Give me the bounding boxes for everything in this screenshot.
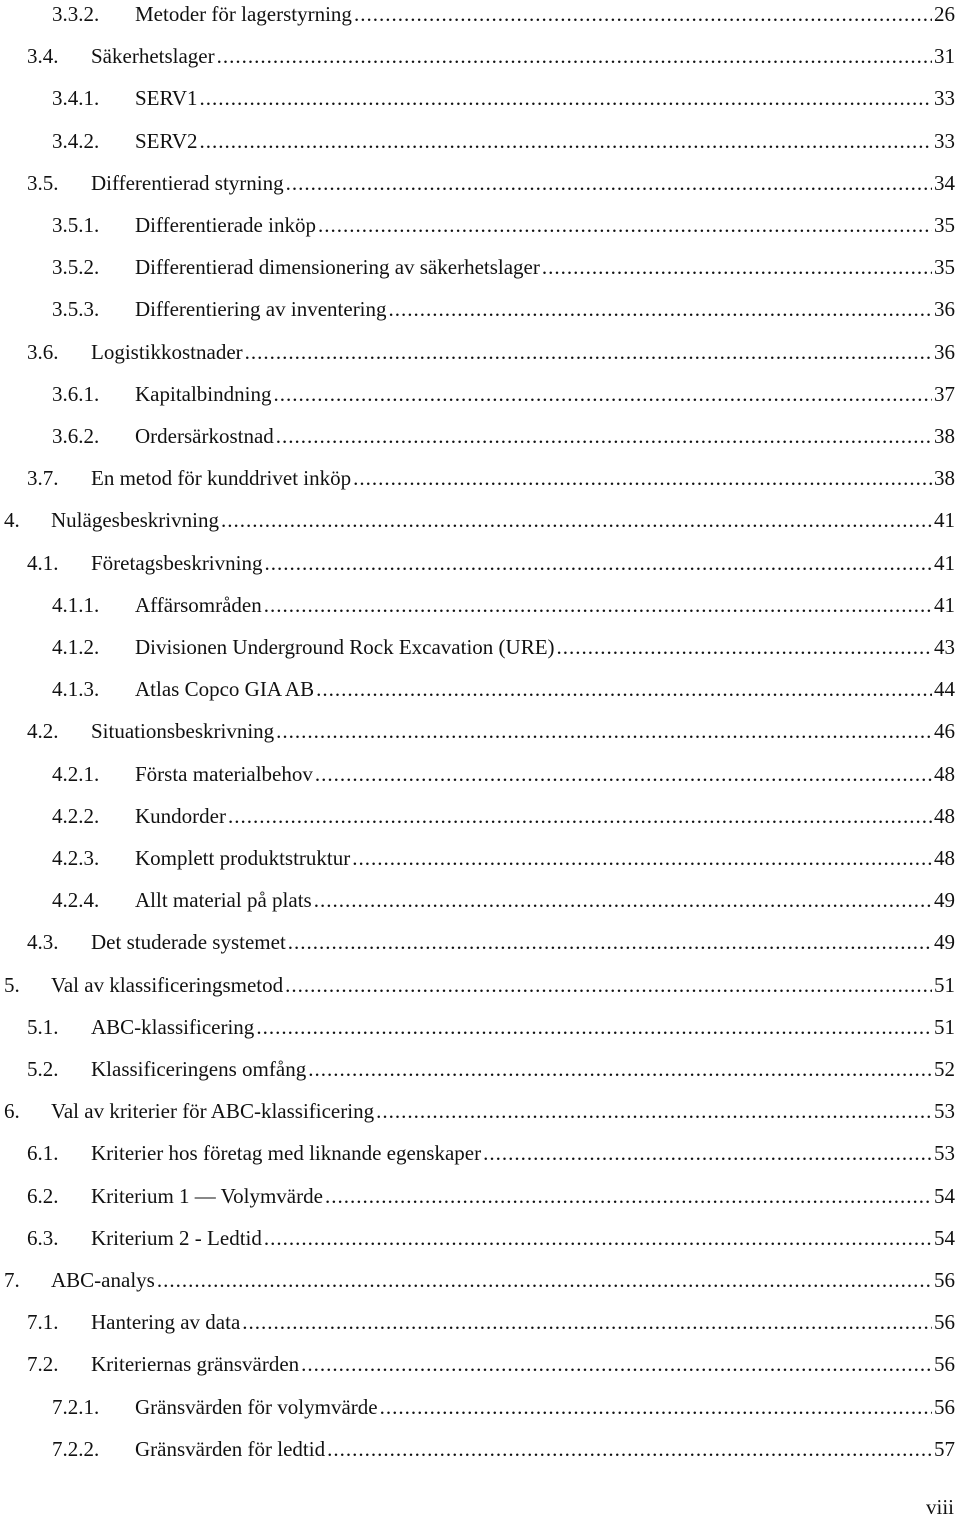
toc-entry-page: 53 [934,1141,955,1165]
toc-entry-number: 7.2.1. [52,1395,100,1419]
toc-entry-number: 3.6.2. [52,424,100,448]
toc-dot-leader [308,1054,932,1084]
toc-dot-leader [200,126,933,156]
toc-entry-page: 51 [934,1015,955,1039]
toc-entry[interactable] [52,885,955,915]
toc-dot-leader [285,970,932,1000]
toc-entry-page: 57 [934,1437,955,1461]
toc-entry-number: 3.4. [27,44,59,68]
toc-entry[interactable] [52,632,955,662]
toc-dot-leader [316,674,932,704]
toc-entry[interactable] [4,1265,955,1295]
toc-entry[interactable] [27,168,955,198]
toc-dot-leader [217,41,932,71]
toc-entry-number: 3.5. [27,171,59,195]
toc-entry-page: 41 [934,508,955,532]
toc-entry-page: 26 [934,2,955,26]
toc-entry[interactable] [52,1392,955,1422]
toc-dot-leader [221,505,932,535]
toc-dot-leader [264,1223,932,1253]
toc-entry-title: En metod för kunddrivet inköp [91,466,352,490]
toc-entry-number: 3.7. [27,466,59,490]
toc-entry-page: 51 [934,973,955,997]
toc-entry[interactable] [52,252,955,282]
toc-entry[interactable] [52,590,955,620]
toc-entry-number: 4.2.4. [52,888,100,912]
toc-entry-page: 44 [934,677,955,701]
toc-entry-page: 46 [934,719,955,743]
toc-entry[interactable] [27,1181,955,1211]
toc-entry-number: 4.3. [27,930,59,954]
toc-entry-page: 54 [934,1184,955,1208]
toc-entry-number: 3.4.2. [52,129,100,153]
toc-entry[interactable] [52,801,955,831]
toc-entry-title: Affärsområden [135,593,262,617]
toc-entry[interactable] [52,674,955,704]
toc-entry-number: 7. [4,1268,20,1292]
toc-dot-leader [376,1096,932,1126]
toc-entry-title: Differentierade inköp [135,213,316,237]
toc-dot-leader [273,379,932,409]
toc-entry-page: 48 [934,804,955,828]
toc-dot-leader [264,590,932,620]
toc-entry-title: Gränsvärden för volymvärde [135,1395,378,1419]
toc-entry-title: Metoder för lagerstyrning [135,2,352,26]
toc-entry-page: 38 [934,424,955,448]
toc-entry[interactable] [4,970,955,1000]
toc-entry-page: 52 [934,1057,955,1081]
toc-entry[interactable] [52,1434,955,1464]
toc-entry-number: 4.2.2. [52,804,100,828]
toc-entry-title: Val av klassificeringsmetod [51,973,284,997]
toc-dot-leader [288,927,932,957]
toc-entry-number: 3.3.2. [52,2,100,26]
toc-entry-page: 33 [934,129,955,153]
toc-entry-page: 53 [934,1099,955,1123]
toc-entry-number: 4.2.3. [52,846,100,870]
toc-entry[interactable] [52,379,955,409]
toc-entry[interactable] [27,1054,955,1084]
toc-entry-page: 49 [934,930,955,954]
toc-entry-page: 48 [934,846,955,870]
toc-dot-leader [200,83,933,113]
toc-entry[interactable] [52,843,955,873]
toc-entry[interactable] [52,0,955,29]
toc-entry-title: Atlas Copco GIA AB [135,677,315,701]
toc-entry-number: 4. [4,508,20,532]
toc-entry-number: 4.1. [27,551,59,575]
toc-entry-page: 56 [934,1395,955,1419]
toc-entry-title: Kriterium 1 — Volymvärde [91,1184,323,1208]
toc-dot-leader [157,1265,932,1295]
toc-entry[interactable] [27,41,955,71]
toc-entry-page: 37 [934,382,955,406]
toc-dot-leader [352,843,932,873]
toc-entry-number: 6.3. [27,1226,59,1250]
toc-entry-page: 43 [934,635,955,659]
toc-entry-title: Kapitalbindning [135,382,272,406]
toc-dot-leader [353,463,932,493]
toc-dot-leader [389,294,932,324]
toc-entry[interactable] [27,1223,955,1253]
toc-entry[interactable] [27,1138,955,1168]
toc-entry-number: 7.2.2. [52,1437,100,1461]
toc-entry-number: 3.6.1. [52,382,100,406]
toc-entry-page: 36 [934,340,955,364]
toc-entry-title: Ordersärkostnad [135,424,274,448]
toc-entry[interactable] [52,210,955,240]
toc-entry[interactable] [27,1012,955,1042]
toc-dot-leader [276,421,932,451]
toc-entry-title: Kriteriernas gränsvärden [91,1352,300,1376]
toc-entry[interactable] [27,1349,955,1379]
toc-entry[interactable] [27,927,955,957]
toc-entry-title: Kundorder [135,804,226,828]
toc-dot-leader [327,1434,932,1464]
toc-entry[interactable] [52,421,955,451]
toc-entry-title: Val av kriterier för ABC-klassificering [51,1099,375,1123]
toc-entry-title: Allt material på plats [135,888,312,912]
toc-entry-page: 38 [934,466,955,490]
toc-entry-page: 35 [934,255,955,279]
toc-dot-leader [483,1138,932,1168]
toc-entry[interactable] [52,126,955,156]
toc-entry-title: Divisionen Underground Rock Excavation (URE) [135,635,555,659]
toc-entry-number: 7.2. [27,1352,59,1376]
toc-entry-number: 4.2.1. [52,762,100,786]
toc-entry-page: 31 [934,44,955,68]
toc-dot-leader [325,1181,932,1211]
toc-entry-number: 3.5.1. [52,213,100,237]
toc-entry-number: 6.2. [27,1184,59,1208]
toc-entry-title: Företagsbeskrivning [91,551,263,575]
toc-entry-page: 35 [934,213,955,237]
toc-entry-title: Kriterium 2 - Ledtid [91,1226,262,1250]
toc-entry-title: Differentiering av inventering [135,297,387,321]
toc-entry-title: SERV2 [135,129,198,153]
toc-entry-title: Nulägesbeskrivning [51,508,219,532]
toc-entry[interactable] [4,1096,955,1126]
toc-dot-leader [256,1012,932,1042]
toc-entry-title: Hantering av data [91,1310,241,1334]
page-number: viii [925,1495,954,1519]
toc-dot-leader [557,632,932,662]
toc-entry-title: Det studerade systemet [91,930,286,954]
toc-entry-page: 56 [934,1352,955,1376]
toc-entry-number: 3.5.2. [52,255,100,279]
toc-dot-leader [314,885,932,915]
toc-dot-leader [380,1392,932,1422]
toc-entry-number: 6. [4,1099,20,1123]
toc-dot-leader [242,1307,932,1337]
toc-dot-leader [318,210,932,240]
toc-entry-page: 56 [934,1268,955,1292]
toc-dot-leader [286,168,932,198]
toc-entry-title: ABC-klassificering [91,1015,255,1039]
toc-entry-title: Logistikkostnader [91,340,243,364]
toc-entry-number: 4.1.2. [52,635,100,659]
toc-entry-number: 3.6. [27,340,59,364]
toc-entry-page: 34 [934,171,955,195]
toc-entry-title: Första materialbehov [135,762,313,786]
toc-entry-title: Differentierad styrning [91,171,284,195]
toc-entry-page: 36 [934,297,955,321]
toc-entry-number: 3.4.1. [52,86,100,110]
toc-dot-leader [301,1349,932,1379]
toc-entry-page: 41 [934,551,955,575]
toc-entry-title: SERV1 [135,86,198,110]
toc-entry[interactable] [27,463,955,493]
toc-dot-leader [245,337,932,367]
toc-entry-number: 4.1.3. [52,677,100,701]
toc-entry[interactable] [52,759,955,789]
toc-entry-title: Kriterier hos företag med liknande egenskaper [91,1141,482,1165]
toc-entry-title: Gränsvärden för ledtid [135,1437,326,1461]
toc-entry-number: 5.2. [27,1057,59,1081]
toc-entry-title: Klassificeringens omfång [91,1057,307,1081]
toc-entry-title: Säkerhetslager [91,44,215,68]
toc-entry-number: 5. [4,973,20,997]
toc-entry-number: 6.1. [27,1141,59,1165]
toc-entry-page: 49 [934,888,955,912]
toc-entry-number: 3.5.3. [52,297,100,321]
toc-entry-number: 4.1.1. [52,593,100,617]
toc-entry-number: 4.2. [27,719,59,743]
toc-entry-page: 56 [934,1310,955,1334]
toc-dot-leader [354,0,932,29]
toc-entry-title: ABC-analys [51,1268,155,1292]
toc-entry-number: 7.1. [27,1310,59,1334]
toc-dot-leader [315,759,932,789]
toc-entry-page: 54 [934,1226,955,1250]
toc-entry-title: Differentierad dimensionering av säkerhetslager [135,255,540,279]
toc-dot-leader [228,801,932,831]
toc-entry[interactable] [27,716,955,746]
toc-entry-page: 33 [934,86,955,110]
toc-entry-page: 41 [934,593,955,617]
toc-entry[interactable] [4,505,955,535]
toc-entry-page: 48 [934,762,955,786]
toc-entry-title: Situationsbeskrivning [91,719,275,743]
toc-entry[interactable] [27,548,955,578]
toc-dot-leader [276,716,932,746]
toc-entry-number: 5.1. [27,1015,59,1039]
toc-entry[interactable] [27,1307,955,1337]
toc-dot-leader [542,252,932,282]
toc-entry[interactable] [27,337,955,367]
toc-dot-leader [264,548,932,578]
toc-entry-title: Komplett produktstruktur [135,846,351,870]
toc-entry[interactable] [52,83,955,113]
toc-entry[interactable] [52,294,955,324]
